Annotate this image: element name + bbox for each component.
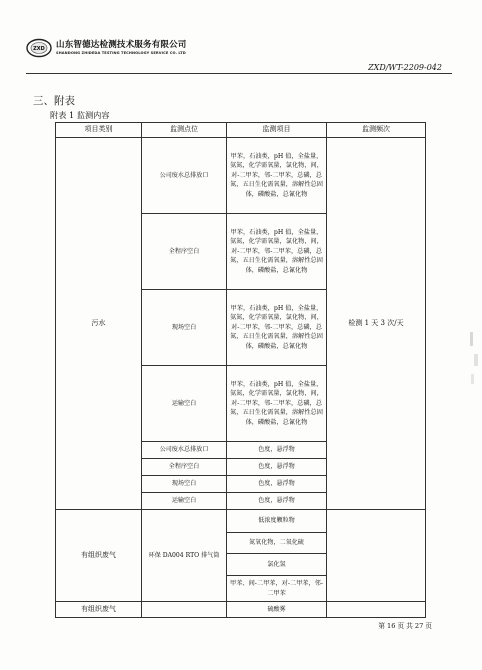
point-cell: 全程序空白 xyxy=(142,214,227,290)
category-cell-exhaust: 有组织废气 xyxy=(56,510,142,602)
table-caption: 附表 1 监测内容 xyxy=(50,110,110,120)
items-cell: 氮氧化物，二氧化硫 xyxy=(227,533,327,554)
header-frequency: 监测频次 xyxy=(327,123,426,138)
items-cell: 硫酸雾 xyxy=(227,602,327,618)
items-cell: 氯化氢 xyxy=(227,554,327,576)
company-name-en: SHANDONG ZHIDEDA TESTING TECHNOLOGY SERVICE CO. LTD xyxy=(56,51,186,55)
point-cell: 现场空白 xyxy=(142,476,227,493)
point-cell-exhaust-2-empty xyxy=(142,602,227,618)
point-cell: 运输空白 xyxy=(142,366,227,442)
category-cell-wastewater: 污水 xyxy=(56,138,142,510)
frequency-cell-exhaust-empty xyxy=(327,510,426,602)
header-items: 监测项目 xyxy=(227,123,327,138)
items-cell: 色度，悬浮物 xyxy=(227,442,327,459)
frequency-cell: 检测 1 天 3 次/天 xyxy=(327,138,426,510)
company-name-cn: 山东智德达检测技术服务有限公司 xyxy=(56,40,187,50)
point-cell: 公司废水总排放口 xyxy=(142,138,227,214)
items-cell: 色度，悬浮物 xyxy=(227,493,327,510)
header-rule xyxy=(26,73,452,74)
page-number: 第 16 页 共 27 页 xyxy=(378,622,432,630)
document-number: ZXD/WT-2209-042 xyxy=(368,63,442,72)
company-logo xyxy=(26,36,187,64)
items-cell: 甲苯，石油类，pH 值，全盐量，氨氮，化学需氧量，氯化物，间，对-二甲苯，邻-二甲苯，总磷，总氮，五日生化需氧量，溶解性总固体，磷酸盐，总氰化物 xyxy=(227,366,327,442)
items-cell: 甲苯，石油类，pH 值，全盐量，氨氮，化学需氧量，氯化物，间，对-二甲苯，邻-二甲苯，总磷，总氮，五日生化需氧量，溶解性总固体，磷酸盐，总氰化物 xyxy=(227,214,327,290)
point-cell: 运输空白 xyxy=(142,493,227,510)
section-title: 三、附表 xyxy=(33,95,75,107)
point-cell: 公司废水总排放口 xyxy=(142,442,227,459)
frequency-cell-exhaust-2-empty xyxy=(327,602,426,618)
monitoring-table xyxy=(55,122,426,618)
items-cell: 色度，悬浮物 xyxy=(227,476,327,493)
table-row xyxy=(56,138,426,214)
logo-emblem-icon xyxy=(26,38,52,58)
header-category: 项目类别 xyxy=(56,123,142,138)
point-cell: 现场空白 xyxy=(142,290,227,366)
items-cell: 低浓度颗粒物 xyxy=(227,510,327,533)
items-cell: 色度，悬浮物 xyxy=(227,459,327,476)
table-row xyxy=(56,510,426,533)
items-cell: 甲苯，石油类，pH 值，全盐量，氨氮，化学需氧量，氯化物，间，对-二甲苯，邻-二甲苯，总磷，总氮，五日生化需氧量，溶解性总固体，磷酸盐，总氰化物 xyxy=(227,138,327,214)
point-cell-exhaust: 环保 DA004 RTO 排气筒 xyxy=(142,510,227,602)
point-cell: 全程序空白 xyxy=(142,459,227,476)
items-cell: 甲苯，石油类，pH 值，全盐量，氨氮，化学需氧量，氯化物，间，对-二甲苯，邻-二甲苯，总磷，总氮，五日生化需氧量，溶解性总固体，磷酸盐，总氰化物 xyxy=(227,290,327,366)
category-cell-exhaust-2: 有组织废气 xyxy=(56,602,142,618)
table-header-row xyxy=(56,123,426,138)
header-point: 监测点位 xyxy=(142,123,227,138)
logo-text: ZXD xyxy=(33,46,45,52)
items-cell: 甲苯、间-二甲苯，对-二甲苯，邻-二甲苯 xyxy=(227,576,327,602)
table-row xyxy=(56,602,426,618)
bleed-through-mark xyxy=(468,330,480,390)
